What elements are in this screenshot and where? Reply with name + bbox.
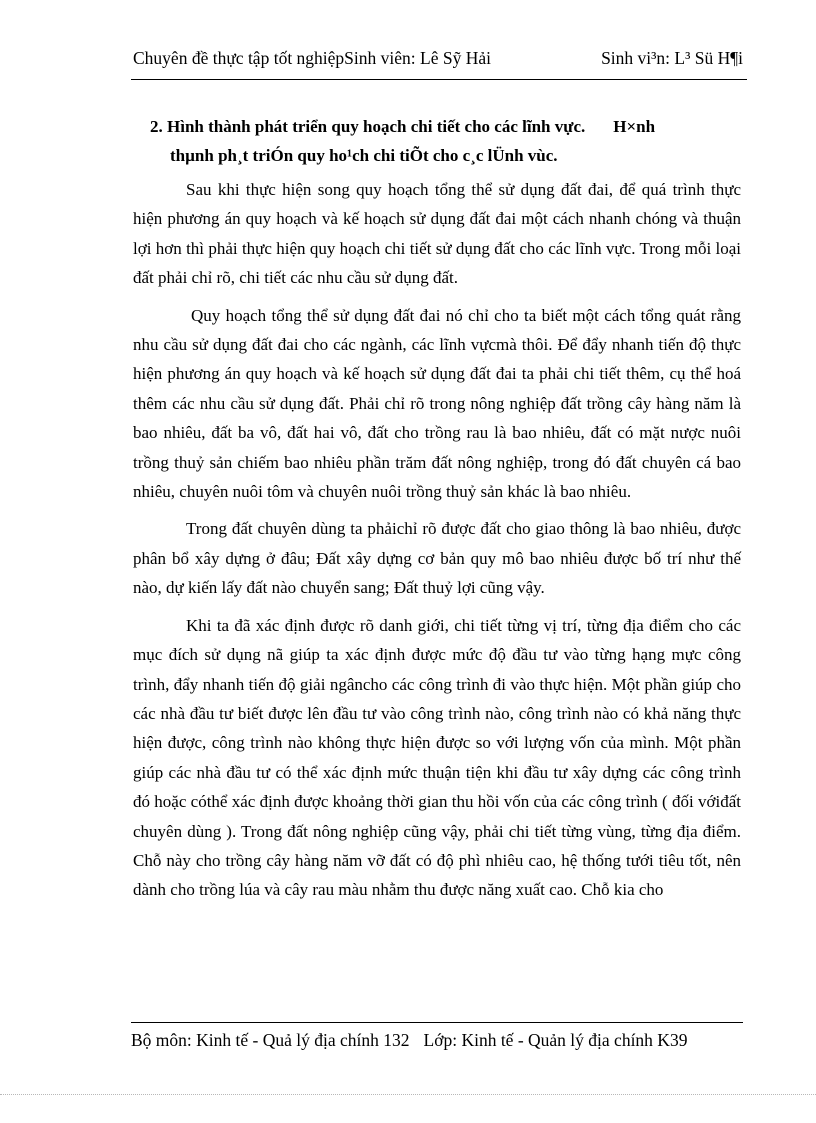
page-footer [131, 1022, 743, 1053]
section-heading [150, 112, 750, 170]
header-right-text: Sinh vi³n: L³ Sü H¶i [601, 48, 743, 68]
paragraph-4: Khi ta đã xác định được rõ danh giới, chi tiết từng vị trí, từng địa điểm cho các mục đích sử dụng nã giúp ta xác định được mức độ đầu tư vào từng hạng mực công trình, đẩy nhanh tiến độ giải ngâncho các công trình đi vào thực hiện. Một phần giúp cho các nhà đầu tư biết được lên đầu tư vào công trình nào, công trình nào có khả năng thực hiện được, công trình nào không thực hiện được so với lượng vốn của mình. Một phần giúp các nhà đầu tư có thể xác định mức thuận tiện khi đầu tư xây dựng các công trình đó hoặc cóthể xác định được khoảng thời gian thu hồi vốn của các công trình ( đối vớiđất chuyên dùng ). Trong đất nông nghiệp cũng vậy, phải chi tiết từng vùng, từng địa điểm. Chỗ này cho trồng cây hàng năm vỡ đất có độ phì nhiêu cao, hệ thống tưới tiêu tốt, nên dành cho trồng lúa và cây rau màu nhằm thu được năng xuất cao. Chỗ kia cho [133, 615, 741, 900]
body-text [133, 175, 741, 913]
heading-line-1 [150, 112, 750, 141]
footer-class: Lớp: Kinh tế - Quản lý địa chính K39 [423, 1030, 688, 1050]
section-title: 2. Hình thành phát triển quy hoạch chi tiết cho các lĩnh vực. [150, 117, 586, 136]
footer-department: Bộ môn: Kinh tế - Quả lý địa chính 132 [131, 1030, 410, 1050]
section-title-garbled-rest: thµnh ph¸t triÓn quy ho¹ch chi tiÕt cho c¸c lÜnh vùc. [170, 146, 558, 165]
section-title-garbled-start: H×nh [613, 117, 656, 136]
page-bottom-divider [0, 1094, 816, 1095]
paragraph-1: Sau khi thực hiện song quy hoạch tổng thể sử dụng đất đai, để quá trình thực hiện phương án quy hoạch và kế hoạch sử dụng đất đai một cách nhanh chóng và thuận lợi hơn thì phải thực hiện quy hoạch chi tiết sử dụng đất cho các lĩnh vực. Trong mỗi loại đất phải chỉ rõ, chi tiết các nhu cầu sử dụng đất. [133, 180, 741, 288]
paragraph-3: Trong đất chuyên dùng ta phảichỉ rõ được đất cho giao thông là bao nhiêu, được phân bổ xây dựng ở đâu; Đất xây dựng cơ bản quy mô bao nhiêu được bố trí như thế nào, dự kiến lấy đất nào chuyển sang; Đất thuỷ lợi cũng vậy. [133, 519, 741, 598]
header-left-text: Chuyên đề thực tập tốt nghiệpSinh viên: Lê Sỹ Hải [133, 48, 491, 68]
paragraph-2: Quy hoạch tổng thể sử dụng đất đai nó chỉ cho ta biết một cách tổng quát rằng nhu cầu sử dụng đất đai cho các ngành, các lĩnh vựcmà thôi. Để đẩy nhanh tiến độ thực hiện phương án quy hoạch và kế hoạch sử dụng đất đai ta phải chi tiết thêm, cụ thể hoá thêm các nhu cầu sử dụng đất. Phải chỉ rõ trong nông nghiệp đất trồng cây hàng năm là bao nhiêu, đất ba vô, đất hai vô, đất cho trồng rau là bao nhiêu, đất có mặt nược nuôi trồng thuỷ sản chiếm bao nhiêu phần trăm đất nông nghiệp, trong đó đất chuyên cá bao nhiêu, chuyên nuôi tôm và chuyên nuôi trồng thuỷ sản khác là bao nhiêu. [133, 305, 741, 502]
page-header [131, 46, 747, 80]
